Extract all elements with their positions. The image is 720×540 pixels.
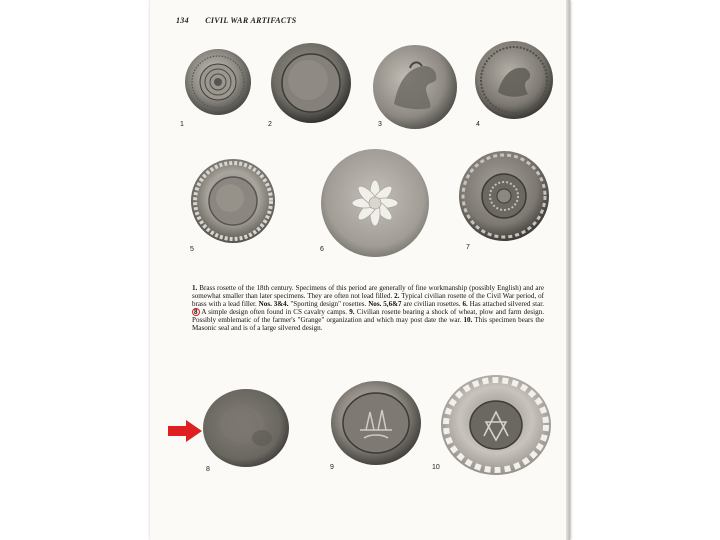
rosette-photo-10 xyxy=(440,374,552,476)
figure-label: 6 xyxy=(320,246,324,253)
caption-text xyxy=(192,284,544,333)
rosette-photo-3 xyxy=(372,44,458,130)
circled-item-number: 8 xyxy=(194,308,198,317)
caption-item-text: This specimen bears the Masonic seal and is of a large silvered design. xyxy=(192,316,545,333)
figure-label: 2 xyxy=(268,121,272,128)
figure-label: 7 xyxy=(466,244,470,251)
figure-label: 1 xyxy=(180,121,184,128)
red-arrow-icon xyxy=(168,420,202,442)
rosette-photo-9 xyxy=(330,380,422,466)
figure-label: 10 xyxy=(432,464,440,471)
rosette-photo-7 xyxy=(458,150,550,242)
caption-item-number: 2. xyxy=(394,292,400,301)
page-header xyxy=(176,16,296,25)
caption-item-text: Typical civilian rosette of the Civil War period, of brass with a lead filler. xyxy=(192,292,544,309)
caption-item-text: "Sporting design" rosettes. xyxy=(288,300,369,309)
book-page xyxy=(150,0,570,540)
caption-item-text: A simple design often found in CS cavalry camps. xyxy=(199,308,350,317)
figure-label: 9 xyxy=(330,464,334,471)
caption-item-number: Nos. 3&4. xyxy=(258,300,289,309)
page-number: 134 xyxy=(176,16,189,25)
rosette-photo-5 xyxy=(190,158,276,244)
caption-item-number: Nos. 5,6&7 xyxy=(368,300,402,309)
rosette-photo-1 xyxy=(184,48,252,116)
rosette-photo-2 xyxy=(270,42,352,124)
running-title: CIVIL WAR ARTIFACTS xyxy=(205,16,297,25)
caption-item-number: 9. xyxy=(349,308,355,317)
figure-label: 4 xyxy=(476,121,480,128)
page-edge-shadow xyxy=(566,0,570,540)
caption-item-text: Brass rosette of the 18th century. Specimens of this period are generally of fine workmanship (possibly English) and are somewhat smaller than later specimens. They are often not lead filled. xyxy=(192,284,544,301)
caption-item-text: Has attached silvered star. xyxy=(467,300,544,309)
caption-item-number: 10. xyxy=(463,316,473,325)
figure-label: 5 xyxy=(190,246,194,253)
caption-item-number: 1. xyxy=(192,284,198,292)
rosette-photo-8 xyxy=(202,388,290,468)
figure-label: 8 xyxy=(206,466,210,473)
caption-item-text: are civilian rosettes. xyxy=(401,300,463,309)
rosette-photo-4 xyxy=(474,40,554,120)
caption-item-text: Civilian rosette bearing a shock of wheat, plow and farm design. Possibly emblematic of the farmer's "Grange" organization and which may post date the war. xyxy=(192,308,544,325)
rosette-photo-6 xyxy=(320,148,430,258)
figure-label: 3 xyxy=(378,121,382,128)
caption-item-number: 6. xyxy=(462,300,468,309)
